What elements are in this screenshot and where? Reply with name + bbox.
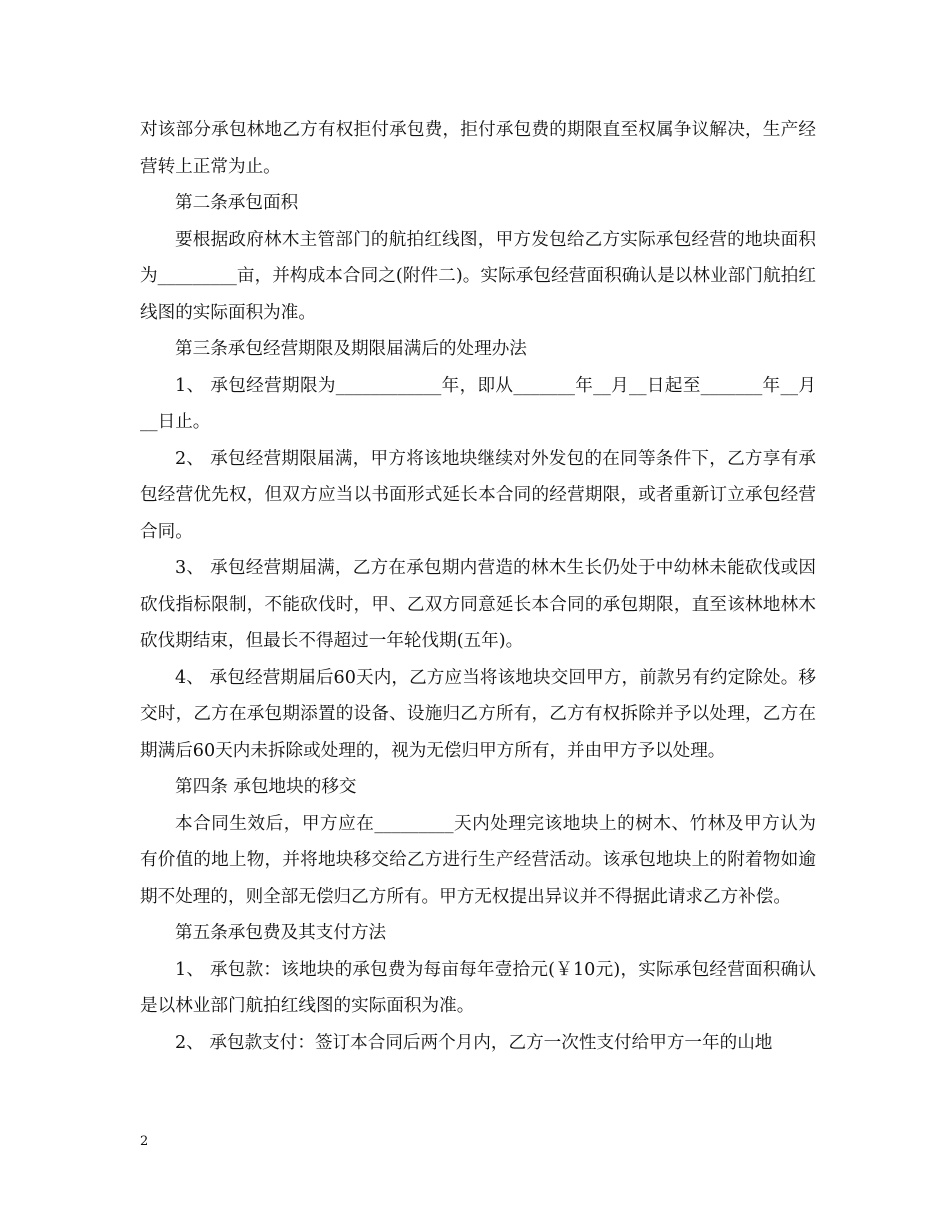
paragraph: 1、 承包款：该地块的承包费为每亩每年壹拾元(￥10元)，实际承包经营面积确认是以林业部门航拍红线图的实际面积为准。 [140, 959, 816, 1016]
paragraph: 对该部分承包林地乙方有权拒付承包费，拒付承包费的期限直至权属争议解决，生产经营转上正常为止。 [140, 120, 816, 177]
page-number: 2 [140, 1134, 149, 1149]
paragraph: 2、 承包款支付：签订本合同后两个月内，乙方一次性支付给甲方一年的山地 [175, 1032, 773, 1053]
paragraph: 本合同生效后，甲方应在_________天内处理完该地块上的树木、竹林及甲方认为有价值的地上物，并将地块移交给乙方进行生产经营活动。该承包地块上的附着物如逾期不处理的，则全部无偿归乙方所有。甲方无权提出异议并不得据此请求乙方补偿。 [140, 813, 816, 907]
paragraph: 第四条 承包地块的移交 [175, 777, 357, 797]
paragraph: 第三条承包经营期限及期限届满后的处理办法 [175, 339, 527, 359]
paragraph: 第五条承包费及其支付方法 [175, 923, 387, 943]
paragraph: 4、 承包经营期届后60天内，乙方应当将该地块交回甲方，前款另有约定除处。移交时，乙方在承包期添置的设备、设施归乙方所有，乙方有权拆除并予以处理，乙方在期满后60天内未拆除或处理的，视为无偿归甲方所有，并由甲方予以处理。 [140, 667, 816, 761]
document-body [140, 112, 816, 1061]
paragraph: 2、 承包经营期限届满，甲方将该地块继续对外发包的在同等条件下，乙方享有承包经营优先权，但双方应当以书面形式延长本合同的经营期限，或者重新订立承包经营合同。 [140, 448, 816, 542]
paragraph: 第二条承包面积 [175, 193, 299, 213]
paragraph: 1、 承包经营期限为____________年，即从_______年__月__日起至_______年__月__日止。 [140, 375, 816, 432]
paragraph: 要根据政府林木主管部门的航拍红线图，甲方发包给乙方实际承包经营的地块面积为_________亩，并构成本合同之(附件二)。实际承包经营面积确认是以林业部门航拍红线图的实际面积为准。 [140, 229, 816, 323]
paragraph: 3、 承包经营期届满，乙方在承包期内营造的林木生长仍处于中幼林未能砍伐或因砍伐指标限制，不能砍伐时，甲、乙双方同意延长本合同的承包期限，直至该林地林木砍伐期结束，但最长不得超过一年轮伐期(五年)。 [140, 558, 816, 651]
